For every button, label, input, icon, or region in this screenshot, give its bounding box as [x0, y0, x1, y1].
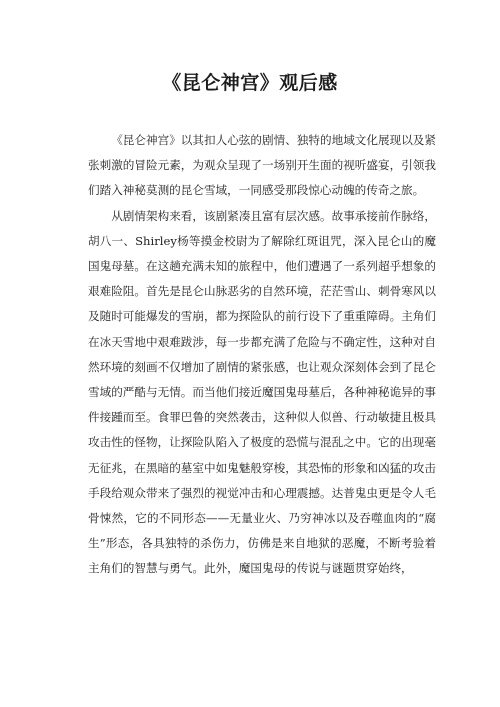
paragraph-1: 《昆仑神宫》以其扣人心弦的剧情、独特的地域文化展现以及紧张刺激的冒险元素，为观众呈现了一场别开生面的视听盛宴，引领我们踏入神秘莫测的昆仑雪域，一同感受那段惊心动魄的传奇之旅。: [88, 133, 436, 198]
paragraph-2: 从剧情架构来看，该剧紧凑且富有层次感。故事承接前作脉络，胡八一、Shirley杨等摸金校尉为了解除红斑诅咒，深入昆仑山的魔国鬼母墓。在这趟充满未知的旅程中，他们遭遇了一系列超乎想象的艰难险阻。首先是昆仑山脉恶劣的自然环境，茫茫雪山、刺骨寒风以及随时可能爆发的雪崩，都为探险队的前行设下了重重障碍。主角们在冰天雪地中艰难跋涉，每一步都充满了危险与不确定性，这种对自然环境的刻画不仅增加了剧情的紧张感，也让观众深刻体会到了昆仑雪域的严酷与无情。而当他们接近魔国鬼母墓后，各种神秘诡异的事件接踵而至。食罪巴鲁的突然袭击，这种似人似兽、行动敏捷且极具攻击性的怪物，让探险队陷入了极度的恐慌与混乱之中。它的出现毫无征兆，在黑暗的墓室中如鬼魅般穿梭，其恐怖的形象和凶猛的攻击手段给观众带来了强烈的视觉冲击和心理震撼。达普鬼虫更是令人毛骨悚然，它的不同形态——无量业火、乃穷神冰以及吞噬血肉的“腐生”形态，各具独特的杀伤力，仿佛是来自地狱的恶魔，不断考验着主角们的智慧与勇气。此外，魔国鬼母的传说与谜题贯穿始终，: [88, 208, 436, 576]
document-title: 《昆仑神宫》观后感: [162, 72, 338, 94]
document-body: [88, 128, 436, 582]
